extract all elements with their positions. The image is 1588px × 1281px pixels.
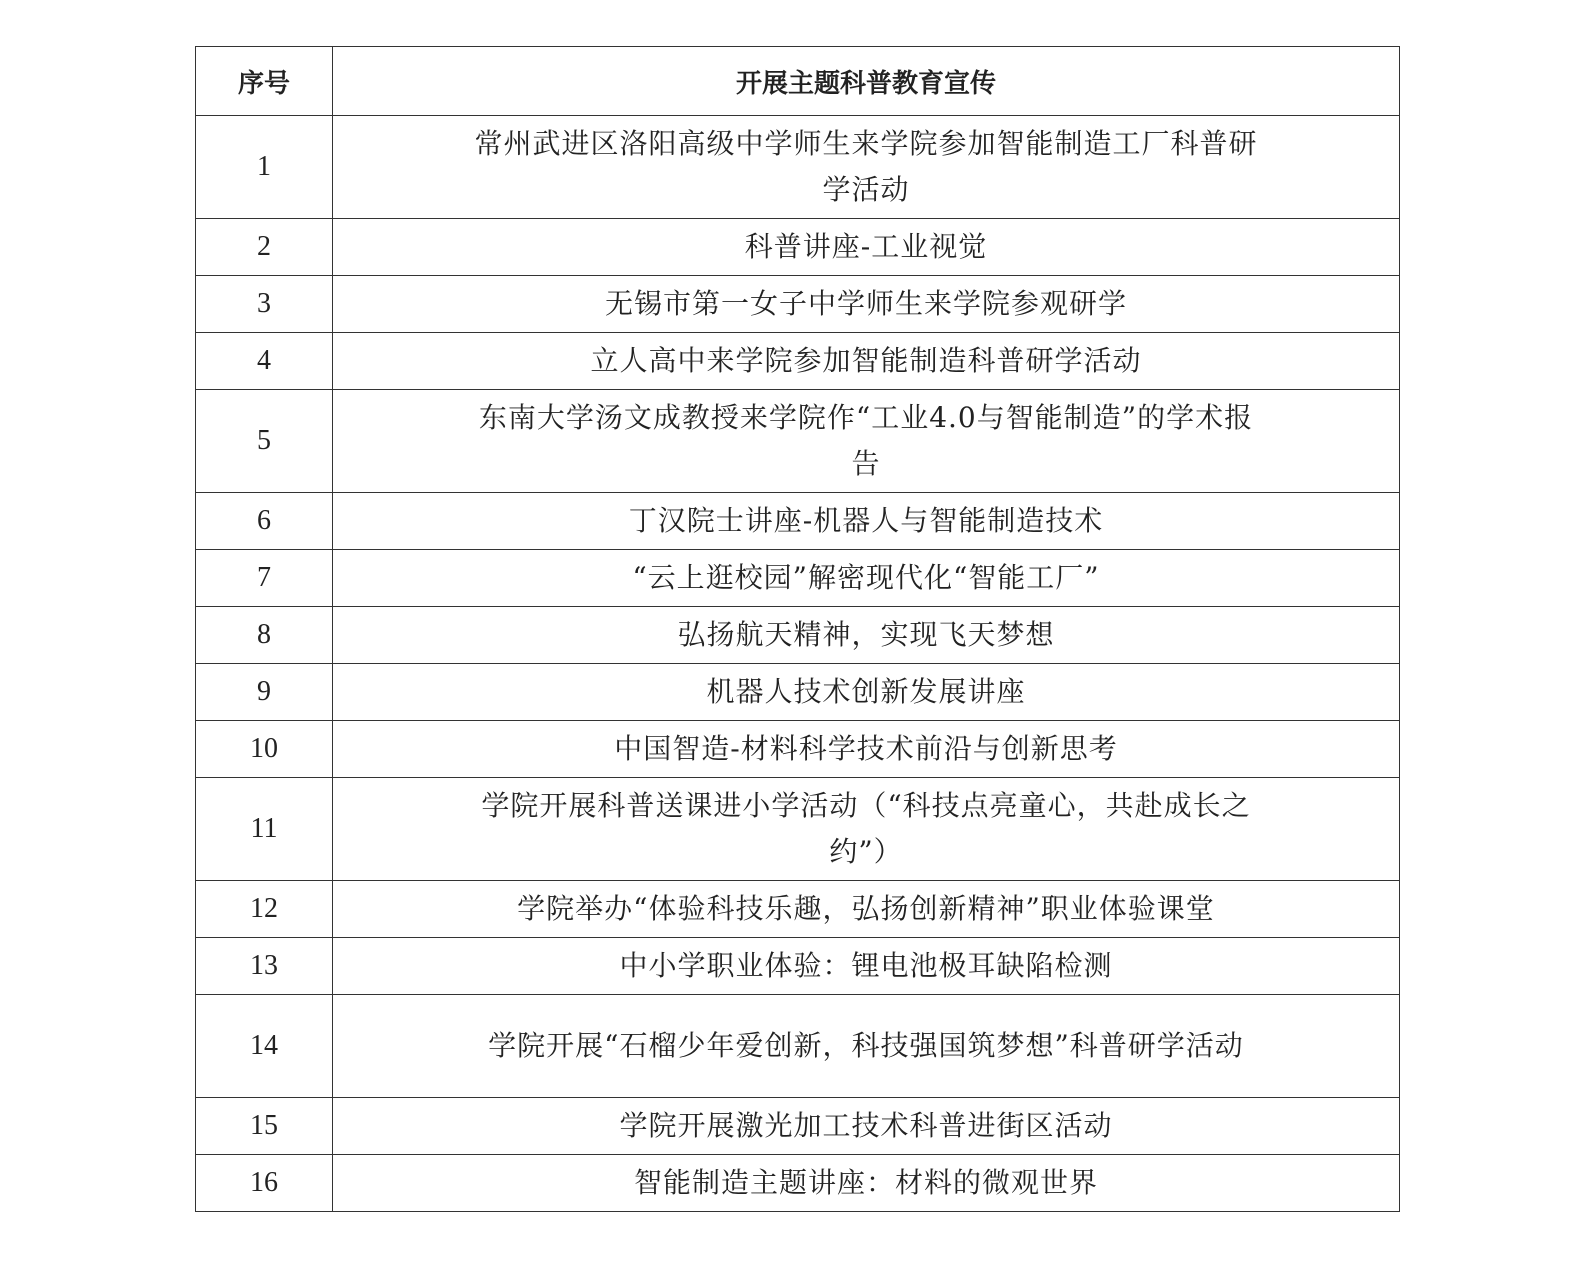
row-topic: 科普讲座-工业视觉: [744, 230, 988, 263]
table-row: [196, 1098, 1400, 1155]
row-topic: 学院开展激光加工技术科普进街区活动: [619, 1109, 1113, 1142]
row-number: 6: [196, 493, 333, 550]
table-row: [196, 333, 1400, 390]
row-topic: 机器人技术创新发展讲座: [706, 675, 1026, 708]
row-number: 5: [196, 390, 333, 493]
row-topic: 学院开展科普送课进小学活动（“科技点亮童心，共赴成长之约”）: [481, 789, 1251, 868]
table-row: [196, 938, 1400, 995]
header-index: 序号: [196, 47, 333, 116]
row-number: 16: [196, 1155, 333, 1212]
row-topic: 立人高中来学院参加智能制造科普研学活动: [590, 344, 1142, 377]
table-row: [196, 778, 1400, 881]
row-number: 4: [196, 333, 333, 390]
table-row: [196, 664, 1400, 721]
row-topic: 中国智造-材料科学技术前沿与创新思考: [614, 732, 1118, 765]
row-number: 8: [196, 607, 333, 664]
row-number: 13: [196, 938, 333, 995]
table-row: [196, 881, 1400, 938]
row-number: 3: [196, 276, 333, 333]
row-topic: 学院举办“体验科技乐趣，弘扬创新精神”职业体验课堂: [517, 892, 1215, 925]
table-header-row: [196, 47, 1400, 116]
row-topic: 丁汉院士讲座-机器人与智能制造技术: [628, 504, 1104, 537]
row-topic: 常州武进区洛阳高级中学师生来学院参加智能制造工厂科普研学活动: [474, 127, 1258, 206]
row-topic: 无锡市第一女子中学师生来学院参观研学: [604, 287, 1127, 320]
row-number: 7: [196, 550, 333, 607]
row-topic: 学院开展“石榴少年爱创新，科技强国筑梦想”科普研学活动: [488, 1029, 1244, 1062]
row-topic: 弘扬航天精神，实现飞天梦想: [677, 618, 1055, 651]
row-number: 10: [196, 721, 333, 778]
row-topic: 东南大学汤文成教授来学院作“工业4.0与智能制造”的学术报告: [478, 401, 1254, 480]
header-topic: 开展主题科普教育宣传: [333, 47, 1400, 116]
table-row: [196, 607, 1400, 664]
table-row: [196, 390, 1400, 493]
table-row: [196, 1155, 1400, 1212]
row-number: 2: [196, 219, 333, 276]
row-topic: 智能制造主题讲座：材料的微观世界: [633, 1166, 1098, 1199]
row-number: 11: [196, 778, 333, 881]
row-number: 14: [196, 995, 333, 1098]
table-row: [196, 493, 1400, 550]
table-row: [196, 116, 1400, 219]
table-row: [196, 995, 1400, 1098]
table-row: [196, 219, 1400, 276]
science-education-table: [195, 46, 1400, 1212]
row-number: 9: [196, 664, 333, 721]
row-topic: “云上逛校园”解密现代化“智能工厂”: [632, 561, 1100, 594]
table-row: [196, 721, 1400, 778]
table-row: [196, 550, 1400, 607]
table-row: [196, 276, 1400, 333]
row-number: 12: [196, 881, 333, 938]
row-topic: 中小学职业体验：锂电池极耳缺陷检测: [619, 949, 1113, 982]
row-number: 15: [196, 1098, 333, 1155]
row-number: 1: [196, 116, 333, 219]
